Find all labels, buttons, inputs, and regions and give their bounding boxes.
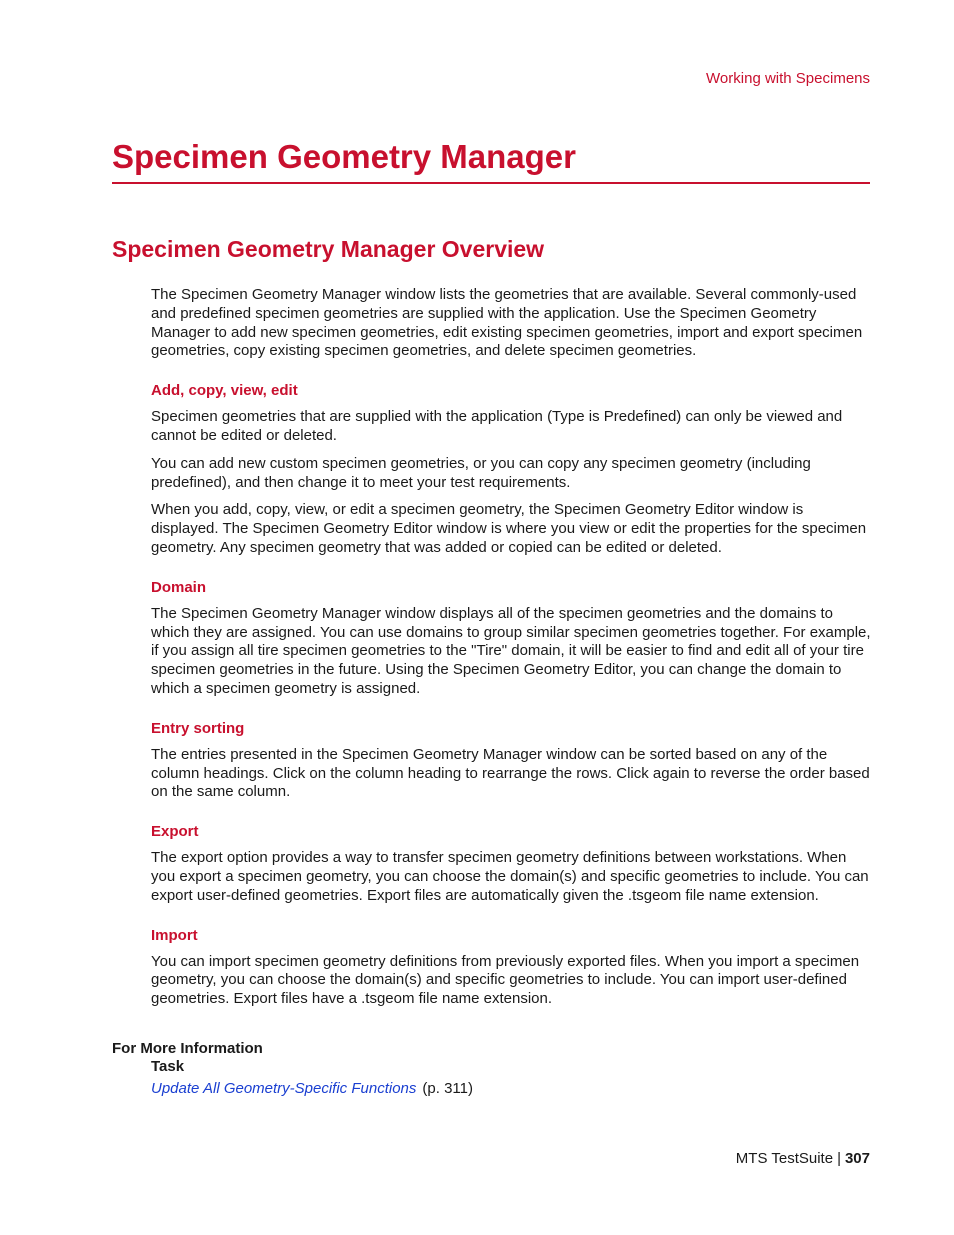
paragraph: Specimen geometries that are supplied with the application (Type is Predefined) can only be viewed and cannot be edited or deleted. xyxy=(151,408,843,444)
task-label: Task xyxy=(151,1058,185,1075)
running-header: Working with Specimens xyxy=(706,70,870,87)
section-content xyxy=(151,286,871,1018)
paragraph: You can add new custom specimen geometries, or you can copy any specimen geometry (including predefined), and then change it to meet your test requirements. xyxy=(151,454,811,491)
paragraph: The entries presented in the Specimen Geometry Manager window can be sorted based on any of the column headings. Click on the column heading to rearrange the rows. Click again to reverse the order based on the same column. xyxy=(151,745,870,801)
footer-separator: | xyxy=(837,1150,841,1167)
section-title: Specimen Geometry Manager Overview xyxy=(112,236,545,262)
task-row xyxy=(151,1080,473,1097)
intro-paragraph: The Specimen Geometry Manager window lists the geometries that are available. Several commonly-used and predefined specimen geometries are supplied with the application. Use the Specimen Geometry Manager to add new specimen geometries, edit existing specimen geometries, import and export specimen geometries, copy existing specimen geometries, and delete specimen geometries. xyxy=(151,286,863,360)
subsection-heading-import: Import xyxy=(151,926,198,944)
paragraph: The Specimen Geometry Manager window displays all of the specimen geometries and the domains to which they are assigned. You can use domains to group similar specimen geometries together. For example, if you assign all tire specimen geometries to the "Tire" domain, it will be easier to find and edit all of your tire specimen geometries in the future. Using the Specimen Geometry Editor, you can change the domain to which a specimen geometry is assigned. xyxy=(151,604,871,697)
subsection-heading-export: Export xyxy=(151,823,199,841)
footer-product: MTS TestSuite xyxy=(735,1150,834,1167)
page-number: 307 xyxy=(844,1150,870,1167)
subsection-heading-domain: Domain xyxy=(151,578,207,596)
chapter-title: Specimen Geometry Manager xyxy=(112,136,870,184)
task-link[interactable]: Update All Geometry-Specific Functions xyxy=(151,1080,417,1097)
page-footer xyxy=(736,1150,870,1167)
subsection-heading-entry-sorting: Entry sorting xyxy=(151,719,245,737)
task-page-ref: (p. 311) xyxy=(422,1080,473,1097)
paragraph: The export option provides a way to transfer specimen geometry definitions between workstations. When you export a specimen geometry, you can choose the domain(s) and specific geometries to include. You can export user-defined geometries. Export files are automatically given the .tsgeom file name extension. xyxy=(151,849,869,904)
subsection-heading-add-copy-view-edit: Add, copy, view, edit xyxy=(151,382,298,400)
paragraph: When you add, copy, view, or edit a specimen geometry, the Specimen Geometry Editor window is displayed. The Specimen Geometry Editor window is where you view or edit the properties for the specimen geometry. Any specimen geometry that was added or copied can be edited or deleted. xyxy=(151,501,867,556)
paragraph: You can import specimen geometry definitions from previously exported files. When you import a specimen geometry, you can choose the domain(s) and specific geometries to include. You can import user-defined geometries. Export files have a .tsgeom file name extension. xyxy=(151,952,860,1008)
more-info-heading: For More Information xyxy=(112,1040,263,1057)
